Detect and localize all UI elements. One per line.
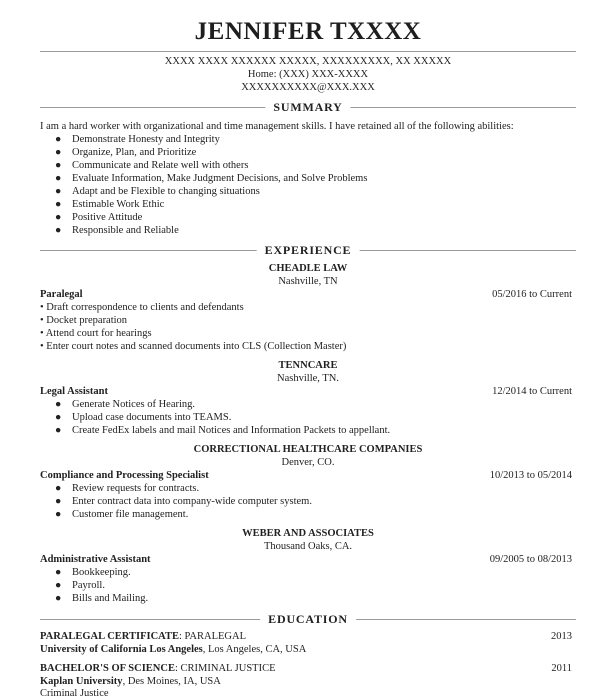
- job-dates: 05/2016 to Current: [492, 289, 572, 300]
- education-year: 2013: [551, 631, 572, 642]
- bullet-icon: ●: [55, 593, 62, 604]
- list-item: ● Bookkeeping.: [55, 567, 131, 578]
- job-duties: [40, 482, 312, 521]
- education-degree-line: [40, 662, 276, 675]
- school-location: , Los Angeles, CA, USA: [202, 644, 307, 655]
- bullet-icon: ●: [55, 425, 62, 436]
- list-item: ● Create FedEx labels and mail Notices and Information Packets to appellant.: [55, 425, 391, 436]
- list-item: ● Enter contract data into company-wide computer system.: [55, 496, 312, 507]
- list-item: • Docket preparation: [40, 315, 128, 326]
- bullet-icon: ●: [55, 412, 62, 423]
- job-location: Thousand Oaks, CA.: [263, 541, 353, 552]
- job-company: CHEADLE LAW: [268, 263, 348, 274]
- list-item: ● Communicate and Relate well with others: [55, 160, 249, 171]
- list-item: ● Evaluate Information, Make Judgment Decisions, and Solve Problems: [55, 173, 368, 184]
- job-location: Nashville, TN: [278, 276, 338, 287]
- education-heading: [40, 612, 576, 626]
- summary-intro: I am a hard worker with organizational and time management skills. I have retained all of the following abilities:: [40, 121, 514, 132]
- list-item: ● Review requests for contracts.: [55, 483, 200, 494]
- contact-email: XXXXXXXXXX@XXX.XXX: [241, 82, 375, 93]
- job-company: CORRECTIONAL HEALTHCARE COMPANIES: [193, 444, 423, 455]
- job-company: TENNCARE: [278, 360, 338, 371]
- job-dates: 09/2005 to 08/2013: [489, 554, 572, 565]
- list-item: ● Responsible and Reliable: [55, 225, 179, 236]
- school-name: Kaplan University: [40, 676, 123, 687]
- degree-field: : CRIMINAL JUSTICE: [174, 663, 276, 674]
- bullet-icon: ●: [55, 147, 62, 158]
- job-title: Administrative Assistant: [40, 554, 151, 565]
- list-item: ● Demonstrate Honesty and Integrity: [55, 134, 220, 145]
- education-school-line: [40, 643, 306, 656]
- summary-heading: [40, 100, 576, 114]
- bullet-icon: ●: [55, 212, 62, 223]
- job-title: Paralegal: [40, 289, 83, 300]
- bullet-icon: ●: [55, 509, 62, 520]
- education-degree-line: [40, 630, 246, 643]
- bullet-icon: ●: [55, 399, 62, 410]
- job-title: Compliance and Processing Specialist: [40, 470, 209, 481]
- school-name: University of California Los Angeles: [40, 644, 203, 655]
- degree-name: PARALEGAL CERTIFICATE: [40, 631, 179, 642]
- experience-heading: [40, 243, 576, 257]
- job-title: Legal Assistant: [40, 386, 108, 397]
- bullet-icon: ●: [55, 225, 62, 236]
- contact-phone: Home: (XXX) XXX-XXXX: [247, 69, 369, 80]
- list-item: ● Organize, Plan, and Prioritize: [55, 147, 197, 158]
- job-dates: 10/2013 to 05/2014: [489, 470, 572, 481]
- summary-heading-label: SUMMARY: [265, 100, 350, 114]
- job-company: WEBER AND ASSOCIATES: [242, 528, 374, 539]
- list-item: • Attend court for hearings: [40, 328, 152, 339]
- education-extra: Criminal Justice: [40, 688, 109, 699]
- list-item: ● Upload case documents into TEAMS.: [55, 412, 232, 423]
- bullet-icon: ●: [55, 134, 62, 145]
- experience-heading-label: EXPERIENCE: [257, 243, 360, 257]
- abilities-list: [40, 133, 367, 237]
- bullet-icon: ●: [55, 173, 62, 184]
- education-year: 2011: [551, 663, 572, 674]
- job-duties: [40, 566, 148, 605]
- contact-address: XXXX XXXX XXXXXX XXXXX, XXXXXXXXX, XX XXXXX: [164, 56, 452, 67]
- list-item: ● Positive Attitude: [55, 212, 143, 223]
- school-location: , Des Moines, IA, USA: [122, 676, 221, 687]
- list-item: • Enter court notes and scanned documents into CLS (Collection Master): [40, 341, 347, 352]
- list-item: ● Estimable Work Ethic: [55, 199, 165, 210]
- list-item: ● Payroll.: [55, 580, 105, 591]
- list-item: ● Adapt and be Flexible to changing situations: [55, 186, 260, 197]
- degree-name: BACHELOR'S OF SCIENCE: [40, 663, 175, 674]
- bullet-icon: ●: [55, 483, 62, 494]
- bullet-icon: ●: [55, 580, 62, 591]
- education-heading-label: EDUCATION: [260, 612, 356, 626]
- bullet-icon: ●: [55, 496, 62, 507]
- bullet-icon: ●: [55, 160, 62, 171]
- bullet-icon: ●: [55, 567, 62, 578]
- degree-field: : PARALEGAL: [178, 631, 246, 642]
- bullet-icon: ●: [55, 186, 62, 197]
- job-duties: [40, 301, 346, 353]
- job-location: Denver, CO.: [281, 457, 335, 468]
- candidate-name: JENNIFER TXXXX: [194, 18, 422, 45]
- job-dates: 12/2014 to Current: [492, 386, 572, 397]
- job-location: Nashville, TN.: [277, 373, 339, 384]
- list-item: • Draft correspondence to clients and defendants: [40, 302, 244, 313]
- bullet-icon: ●: [55, 199, 62, 210]
- job-duties: [40, 398, 390, 437]
- list-item: ● Bills and Mailing.: [55, 593, 149, 604]
- list-item: ● Customer file management.: [55, 509, 189, 520]
- list-item: ● Generate Notices of Hearing.: [55, 399, 196, 410]
- header-divider: [40, 51, 576, 52]
